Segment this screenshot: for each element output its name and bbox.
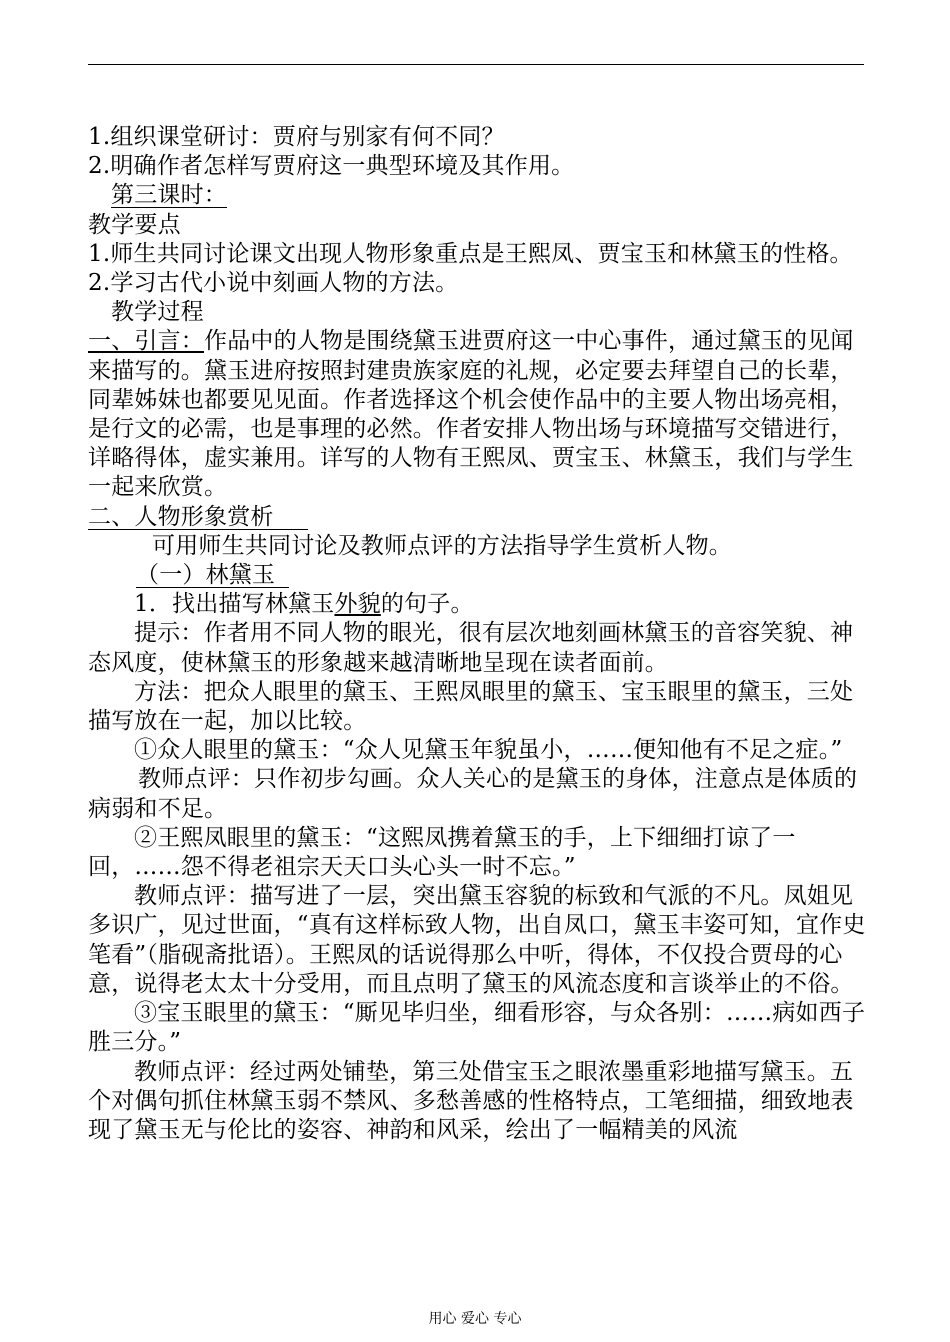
subheading: 教学过程 xyxy=(111,299,204,326)
section-heading xyxy=(88,181,868,210)
character-heading: （一）林黛玉 xyxy=(136,563,289,588)
paragraph xyxy=(88,590,868,619)
subheading: 教学要点 xyxy=(88,211,181,238)
paragraph: 可用师生共同讨论及教师点评的方法指导学生赏析人物。 xyxy=(152,532,732,559)
comment-text: 教师点评：只作初步勾画。众人关心的是黛玉的身体，注意点是体质的病弱和不足。 xyxy=(88,766,858,822)
header-rule xyxy=(88,64,864,65)
quote-text: ①众人眼里的黛玉：“众人见黛玉年貌虽小，……便知他有不足之症。” xyxy=(134,737,843,764)
paragraph: ③宝玉眼里的黛玉：“厮见毕归坐，细看形容，与众各别：……病如西子胜三分。” xyxy=(88,1000,866,1056)
paragraph: 教师点评：经过两处铺垫，第三处借宝玉之眼浓墨重彩地描写黛玉。五个对偶句抓住林黛玉弱不禁风、多愁善感的性格特点，工笔细描，细致地表现了黛玉无与伦比的姿容、神韵和风采，绘出了一幅精美的风流 xyxy=(88,1058,854,1143)
lesson-title: 第三课时： xyxy=(111,182,227,209)
document-body xyxy=(88,123,868,1145)
page-footer: 用心 爱心 专心 xyxy=(428,1311,522,1327)
section-heading xyxy=(88,561,868,590)
section-heading xyxy=(88,503,868,532)
paragraph xyxy=(88,327,868,502)
paragraph: 1.组织课堂研讨：贾府与别家有何不同？ xyxy=(88,124,505,150)
paragraph xyxy=(88,736,868,824)
question-text-end: 的句子。 xyxy=(380,591,474,618)
paragraph: 2.学习古代小说中刻画人物的方法。 xyxy=(88,270,459,297)
paragraph: 方法：把众人眼里的黛玉、王熙凤眼里的黛玉、宝玉眼里的黛玉，三处描写放在一起，加以比较。 xyxy=(88,678,854,735)
paragraph: 1.师生共同讨论课文出现人物形象重点是王熙凤、贾宝玉和林黛玉的性格。 xyxy=(88,240,853,267)
intro-text: 作品中的人物是围绕黛玉进贾府这一中心事件，通过黛玉的见闻来描写的。黛玉进府按照封建贵族家庭的礼规，必定要去拜望自己的长辈，同辈姊妹也都要见见面。作者选择这个机会使作品中的主要人物出场亮相，是行文的必需，也是事理的必然。作者安排人物出场与环境描写交错进行，详略得体，虚实兼用。详写的人物有王熙凤、贾宝玉、林黛玉，我们与学生一起来欣赏。 xyxy=(88,328,854,501)
paragraph: 2.明确作者怎样写贾府这一典型环境及其作用。 xyxy=(88,153,575,180)
paragraph: 提示：作者用不同人物的眼光，很有层次地刻画林黛玉的音容笑貌、神态风度，使林黛玉的形象越来越清晰地呈现在读者面前。 xyxy=(88,620,854,676)
question-text: 1．找出描写林黛玉 xyxy=(134,591,335,618)
paragraph: 教师点评：描写进了一层，突出黛玉容貌的标致和气派的不凡。凤姐见多识广，见过世面，“真有这样标致人物，出自凤口，黛玉丰姿可知，宜作史笔看”（脂砚斋批语）。王熙凤的话说得那么中听，得体，不仅投合贾母的心意，说得老太太十分受用，而且点明了黛玉的风流态度和言谈举止的不俗。 xyxy=(88,883,866,997)
keyword: 外貌 xyxy=(334,591,381,618)
paragraph: ②王熙凤眼里的黛玉：“这熙凤携着黛玉的手，上下细细打谅了一回，……怨不得老祖宗天天口头心头一时不忘。” xyxy=(88,824,796,881)
analysis-heading: 二、人物形象赏析 xyxy=(88,505,308,530)
intro-heading: 一、引言： xyxy=(88,328,204,355)
